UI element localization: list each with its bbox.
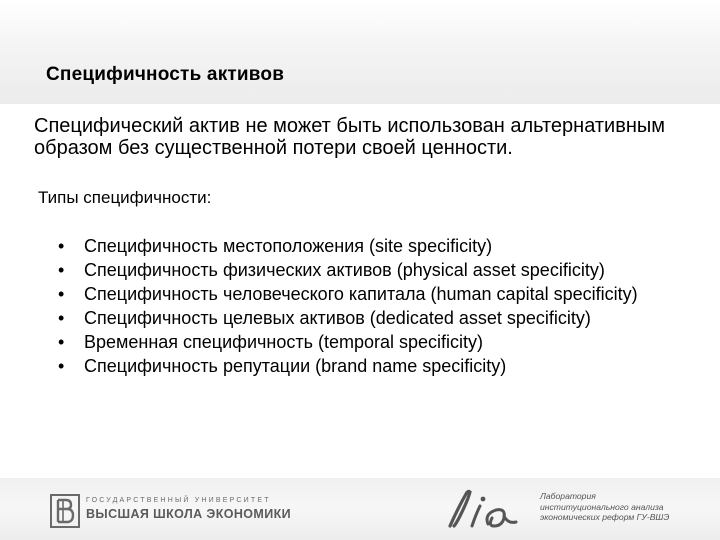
list-item-text: Специфичность физических активов (physical asset specificity) bbox=[84, 260, 605, 280]
ia-lab-logo-icon bbox=[444, 486, 524, 530]
list-item-text: Специфичность целевых активов (dedicated asset specificity) bbox=[84, 308, 591, 328]
lab-name bbox=[540, 491, 669, 523]
lab-line: экономических реформ ГУ-ВШЭ bbox=[540, 512, 670, 522]
list-item-text: Временная специфичность (temporal specificity) bbox=[84, 332, 484, 352]
bullet-icon: • bbox=[58, 260, 65, 280]
bullet-icon: • bbox=[58, 332, 65, 352]
types-label: Типы специфичности: bbox=[38, 188, 212, 207]
list-item bbox=[56, 236, 676, 257]
hse-monogram-icon bbox=[50, 494, 80, 528]
header-band bbox=[0, 0, 720, 104]
bullet-icon: • bbox=[58, 308, 65, 328]
list-item bbox=[56, 308, 676, 329]
list-item bbox=[56, 284, 676, 305]
university-name: ВЫСШАЯ ШКОЛА ЭКОНОМИКИ bbox=[86, 507, 292, 521]
list-item bbox=[56, 356, 676, 377]
list-item-text: Специфичность репутации (brand name specificity) bbox=[84, 356, 507, 376]
list-item-text: Специфичность местоположения (site specificity) bbox=[84, 236, 493, 256]
list-item-text: Специфичность человеческого капитала (human capital specificity) bbox=[84, 284, 638, 304]
list-item bbox=[56, 332, 676, 353]
lab-line: институционального анализа bbox=[540, 501, 664, 512]
slide-title: Специфичность активов bbox=[46, 64, 285, 85]
bullet-icon: • bbox=[58, 356, 65, 376]
university-top-text: ГОСУДАРСТВЕННЫЙ УНИВЕРСИТЕТ bbox=[86, 497, 271, 504]
specificity-list bbox=[56, 236, 676, 380]
bullet-icon: • bbox=[58, 284, 65, 304]
list-item bbox=[56, 260, 676, 281]
lab-line: Лаборатория bbox=[540, 491, 596, 501]
bullet-icon: • bbox=[58, 236, 65, 256]
definition-text: Специфический актив не может быть использован альтернативным образом без существенной потери своей ценности. bbox=[34, 115, 666, 159]
